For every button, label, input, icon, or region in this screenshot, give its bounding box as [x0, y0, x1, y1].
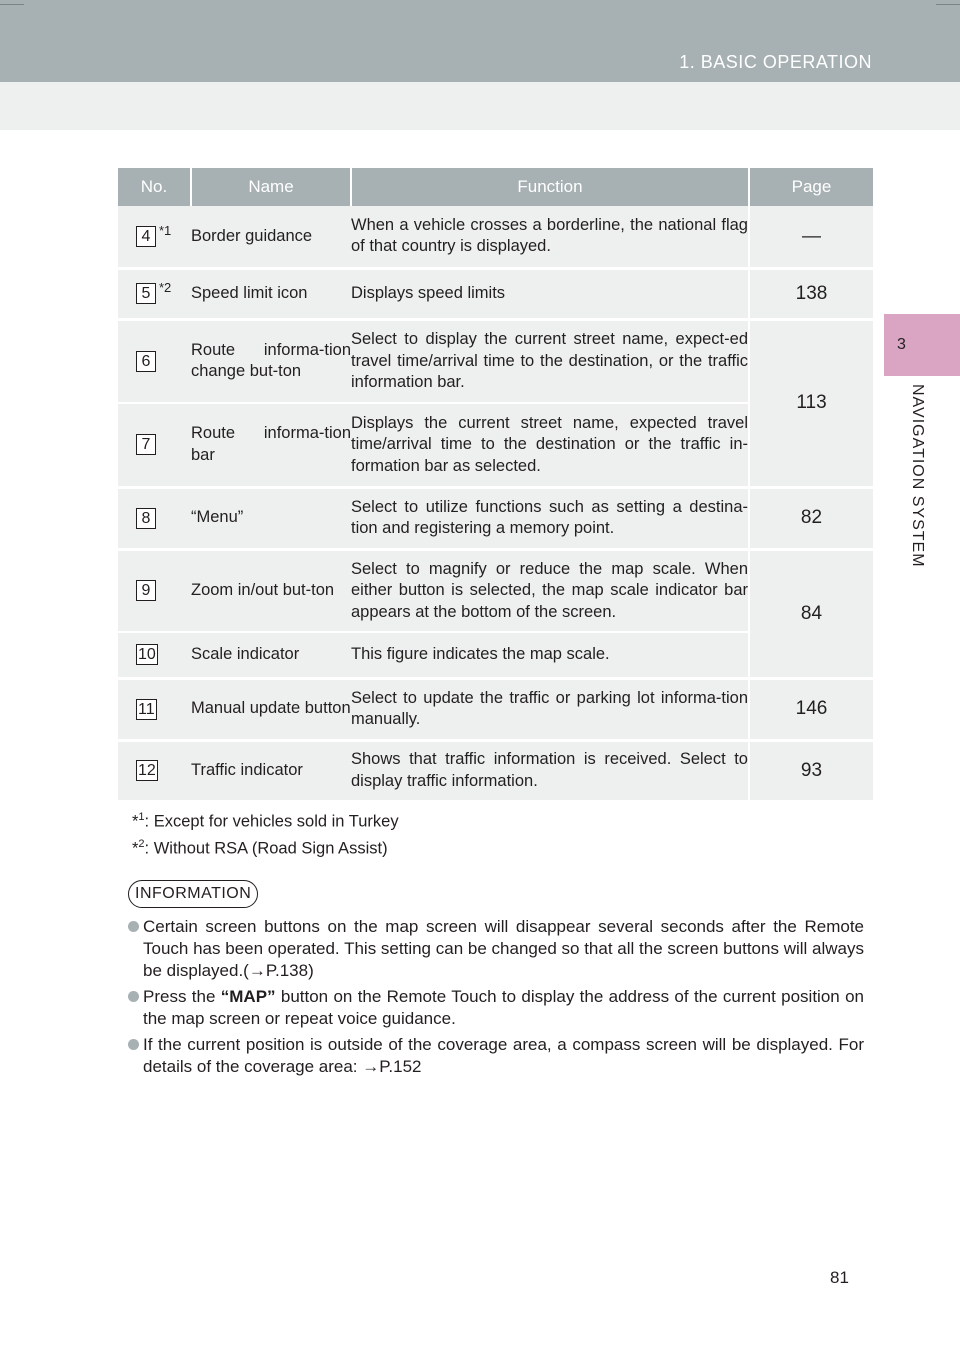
row-number-cell — [118, 206, 191, 268]
row-function: Displays speed limits — [351, 268, 749, 319]
table-row — [118, 487, 873, 549]
row-number-cell — [118, 632, 191, 678]
footnote-mark: *1 — [159, 222, 172, 238]
information-item — [128, 1034, 864, 1078]
information-list — [128, 916, 864, 1082]
info-text: button on the Remote Touch to display the address of the current position on the map screen or repeat voice guidance. — [143, 987, 864, 1028]
row-name: Scale indicator — [191, 632, 351, 678]
footnote-1-number: 1 — [138, 811, 145, 823]
row-function: Select to update the traffic or parking lot informa-tion manually. — [351, 678, 749, 740]
header-page: Page — [749, 168, 873, 206]
row-name: Traffic indicator — [191, 740, 351, 800]
header-no: No. — [118, 168, 191, 206]
table-row — [118, 206, 873, 268]
section-title: 1. BASIC OPERATION — [679, 52, 872, 72]
table-row — [118, 740, 873, 800]
row-page: 84 — [749, 549, 873, 678]
row-page: — — [749, 206, 873, 268]
footnote-mark: *2 — [159, 279, 172, 295]
page-number: 81 — [830, 1268, 849, 1287]
row-function: Displays the current street name, expected travel time/arrival time to the destination or the traffic in-formation bar as selected. — [351, 403, 749, 487]
page-reference: P.152 — [379, 1057, 422, 1076]
table-row — [118, 268, 873, 319]
row-number-badge: 4 — [136, 226, 156, 247]
row-page: 93 — [749, 740, 873, 800]
row-number-badge: 7 — [136, 434, 156, 455]
arrow-icon: → — [248, 961, 266, 980]
row-number-badge: 10 — [138, 646, 156, 664]
row-function: This figure indicates the map scale. — [351, 632, 749, 678]
footnote-2 — [132, 833, 399, 860]
footnote-2-text: : Without RSA (Road Sign Assist) — [144, 839, 388, 857]
table-row — [118, 678, 873, 740]
info-text: If the current position is outside of the coverage area, a compass screen will be displayed. For details of the coverage area: — [143, 1035, 864, 1076]
map-button-label: “MAP” — [220, 987, 276, 1006]
information-item — [128, 916, 864, 982]
row-name: Border guidance — [191, 206, 351, 268]
information-item — [128, 986, 864, 1030]
chapter-number: 3 — [897, 336, 906, 353]
row-number-badge: 8 — [136, 508, 156, 529]
footnote-1 — [132, 806, 399, 833]
header-subband — [0, 82, 960, 130]
row-number-cell — [118, 319, 191, 403]
row-number-badge: 12 — [138, 762, 156, 780]
row-function: Select to display the current street name, expect-ed travel time/arrival time to the destination, or the traffic information bar. — [351, 319, 749, 403]
crop-mark-left — [0, 0, 24, 5]
row-page: 138 — [749, 268, 873, 319]
row-number-cell — [118, 740, 191, 800]
bullet-icon — [128, 991, 139, 1002]
row-number-cell — [118, 549, 191, 632]
row-name: “Menu” — [191, 487, 351, 549]
bullet-icon — [128, 921, 139, 932]
footnote-2-mark: * — [132, 839, 139, 857]
table-header-row — [118, 168, 873, 206]
row-page: 82 — [749, 487, 873, 549]
row-name: Zoom in/out but-ton — [191, 549, 351, 632]
info-text: Certain screen buttons on the map screen will disappear several seconds after the Remote Touch has been operated. This setting can be changed so that all the screen buttons will always be displayed.( — [143, 917, 864, 980]
row-function: Select to utilize functions such as setting a destina-tion and registering a memory point. — [351, 487, 749, 549]
information-badge: INFORMATION — [128, 880, 258, 908]
row-name: Route informa-tion change but-ton — [191, 319, 351, 403]
crop-mark-right — [936, 0, 960, 5]
header-name: Name — [191, 168, 351, 206]
bullet-icon — [128, 1039, 139, 1050]
row-function: Select to magnify or reduce the map scale. When either button is selected, the map scale indicator bar appears at the bottom of the screen. — [351, 549, 749, 632]
chapter-tab — [884, 314, 960, 376]
row-name: Route informa-tion bar — [191, 403, 351, 487]
row-number-badge: 9 — [136, 580, 156, 601]
row-number-cell — [118, 403, 191, 487]
info-text: Press the — [143, 987, 221, 1006]
row-number-cell — [118, 678, 191, 740]
row-number-cell — [118, 487, 191, 549]
row-number-cell — [118, 268, 191, 319]
row-function: When a vehicle crosses a borderline, the national flag of that country is displayed. — [351, 206, 749, 268]
footnote-2-number: 2 — [138, 837, 145, 850]
footnote-1-text: : Except for vehicles sold in Turkey — [144, 812, 399, 831]
page-reference: P.138) — [265, 961, 314, 980]
header-function: Function — [351, 168, 749, 206]
function-table — [118, 168, 873, 800]
row-name: Speed limit icon — [191, 268, 351, 319]
row-number-badge: 5 — [136, 283, 156, 304]
arrow-icon: → — [362, 1057, 380, 1076]
row-function: Shows that traffic information is received. Select to display traffic information. — [351, 740, 749, 800]
table-row — [118, 319, 873, 403]
table-row — [118, 549, 873, 632]
row-number-badge: 6 — [136, 351, 156, 372]
footnotes — [132, 806, 399, 859]
row-name: Manual update button — [191, 678, 351, 740]
row-page: 113 — [749, 319, 873, 487]
chapter-title: NAVIGATION SYSTEM — [909, 384, 926, 568]
row-page: 146 — [749, 678, 873, 740]
row-number-badge: 11 — [138, 700, 155, 718]
footnote-1-mark: * — [132, 812, 139, 831]
